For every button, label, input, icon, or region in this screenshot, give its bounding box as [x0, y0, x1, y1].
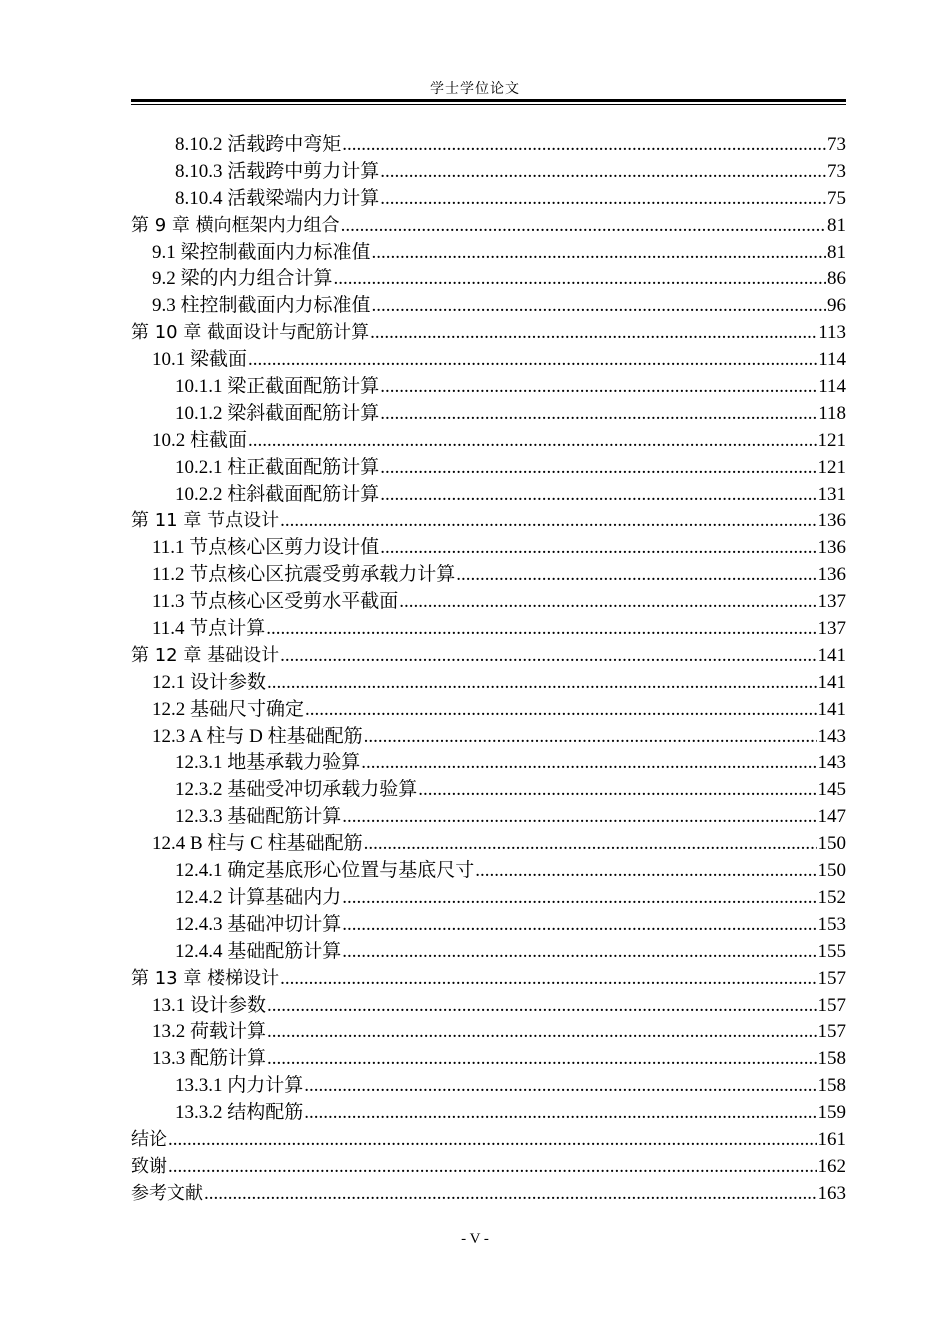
- toc-dot-leader: [342, 804, 816, 831]
- toc-section-entry[interactable]: [131, 562, 846, 589]
- toc-dot-leader: [380, 482, 816, 509]
- toc-chapter-entry[interactable]: [131, 966, 846, 993]
- toc-page-number: 147: [817, 806, 846, 828]
- toc-section-entry[interactable]: [131, 912, 846, 939]
- toc-page-number: 114: [818, 376, 846, 398]
- toc-dot-leader: [380, 159, 826, 186]
- toc-section-entry[interactable]: [131, 777, 846, 804]
- toc-page-number: 131: [817, 483, 846, 505]
- toc-entry-label: 10.2.1 柱正截面配筋计算: [175, 456, 380, 478]
- toc-page-number: 158: [817, 1048, 846, 1070]
- toc-chapter-entry[interactable]: [131, 1127, 846, 1154]
- toc-entry-label: 第 9 章 横向框架内力组合: [131, 214, 340, 236]
- toc-entry-label: 第 12 章 基础设计: [131, 644, 280, 666]
- toc-page-number: 162: [817, 1155, 846, 1177]
- toc-section-entry[interactable]: [131, 240, 846, 267]
- toc-page-number: 81: [827, 241, 846, 263]
- toc-dot-leader: [341, 213, 826, 240]
- toc-dot-leader: [266, 616, 816, 643]
- toc-page-number: 121: [817, 456, 846, 478]
- toc-entry-label: 12.4 B 柱与 C 柱基础配筋: [152, 833, 363, 855]
- toc-entry-label: 8.10.3 活载跨中剪力计算: [175, 160, 380, 182]
- toc-entry-label: 12.4.3 基础冲切计算: [175, 913, 342, 935]
- toc-entry-label: 13.3.2 结构配筋: [175, 1102, 304, 1124]
- toc-section-entry[interactable]: [131, 858, 846, 885]
- toc-page-number: 136: [817, 537, 846, 559]
- toc-page-number: 73: [827, 134, 846, 155]
- toc-entry-label: 12.3.1 地基承载力验算: [175, 752, 361, 774]
- toc-page-number: 73: [827, 160, 846, 182]
- toc-chapter-entry[interactable]: [131, 1154, 846, 1181]
- toc-chapter-entry[interactable]: [131, 508, 846, 535]
- toc-entry-label: 致谢: [131, 1155, 167, 1177]
- toc-dot-leader: [280, 643, 816, 670]
- toc-page-number: 150: [817, 860, 846, 882]
- toc-chapter-entry[interactable]: [131, 643, 846, 670]
- toc-section-entry[interactable]: [131, 1073, 846, 1100]
- toc-section-entry[interactable]: [131, 266, 846, 293]
- toc-section-entry[interactable]: [131, 482, 846, 509]
- toc-dot-leader: [334, 266, 826, 293]
- toc-dot-leader: [380, 186, 826, 213]
- toc-dot-leader: [248, 347, 817, 374]
- toc-entry-label: 11.1 节点核心区剪力设计值: [152, 537, 380, 559]
- toc-page-number: 141: [817, 671, 846, 693]
- toc-dot-leader: [248, 428, 816, 455]
- toc-page-number: 157: [817, 967, 846, 989]
- toc-chapter-entry[interactable]: [131, 320, 846, 347]
- table-of-contents: [131, 132, 846, 1208]
- toc-section-entry[interactable]: [131, 293, 846, 320]
- toc-entry-label: 11.4 节点计算: [152, 618, 266, 640]
- toc-entry-label: 8.10.2 活载跨中弯矩: [175, 134, 342, 155]
- toc-dot-leader: [361, 750, 816, 777]
- toc-section-entry[interactable]: [131, 1019, 846, 1046]
- toc-page-number: 136: [817, 510, 846, 532]
- toc-entry-label: 12.3.2 基础受冲切承载力验算: [175, 779, 418, 801]
- toc-page-number: 157: [817, 1021, 846, 1043]
- toc-entry-label: 10.1.1 梁正截面配筋计算: [175, 376, 380, 398]
- toc-entry-label: 结论: [131, 1128, 167, 1150]
- toc-page-number: 86: [827, 268, 846, 290]
- toc-section-entry[interactable]: [131, 455, 846, 482]
- toc-page-number: 161: [817, 1128, 846, 1150]
- toc-dot-leader: [305, 697, 816, 724]
- toc-entry-label: 9.3 柱控制截面内力标准值: [152, 295, 371, 317]
- toc-entry-label: 第 10 章 截面设计与配筋计算: [131, 322, 370, 344]
- toc-section-entry[interactable]: [131, 670, 846, 697]
- toc-entry-label: 10.2 柱截面: [152, 429, 248, 451]
- toc-entry-label: 12.4.1 确定基底形心位置与基底尺寸: [175, 860, 475, 882]
- toc-page-number: 143: [817, 752, 846, 774]
- toc-section-entry[interactable]: [131, 885, 846, 912]
- toc-dot-leader: [342, 939, 816, 966]
- toc-dot-leader: [380, 535, 816, 562]
- toc-section-entry[interactable]: [131, 428, 846, 455]
- toc-page-number: 81: [827, 214, 846, 236]
- toc-entry-label: 10.1.2 梁斜截面配筋计算: [175, 402, 380, 424]
- toc-dot-leader: [370, 320, 817, 347]
- toc-page-number: 96: [827, 295, 846, 317]
- header-rule-thin: [131, 104, 846, 105]
- toc-page-number: 141: [817, 698, 846, 720]
- toc-entry-label: 11.3 节点核心区受剪水平截面: [152, 591, 399, 613]
- toc-section-entry[interactable]: [131, 616, 846, 643]
- toc-page-number: 163: [817, 1182, 846, 1204]
- toc-section-entry[interactable]: [131, 697, 846, 724]
- toc-entry-label: 13.2 荷载计算: [152, 1021, 267, 1043]
- toc-entry-label: 9.2 梁的内力组合计算: [152, 268, 333, 290]
- toc-dot-leader: [342, 912, 816, 939]
- page-number: - V -: [461, 1231, 489, 1247]
- toc-entry-label: 参考文献: [131, 1182, 203, 1204]
- toc-entry-label: 第 11 章 节点设计: [131, 510, 280, 532]
- toc-page-number: 136: [817, 564, 846, 586]
- toc-entry-label: 第 13 章 楼梯设计: [131, 967, 280, 989]
- toc-entry-label: 12.3.3 基础配筋计算: [175, 806, 342, 828]
- toc-section-entry[interactable]: [131, 993, 846, 1020]
- toc-entry-label: 12.2 基础尺寸确定: [152, 698, 305, 720]
- toc-dot-leader: [456, 562, 816, 589]
- toc-page-number: 75: [827, 187, 846, 209]
- toc-chapter-entry[interactable]: [131, 213, 846, 240]
- toc-page-number: 113: [818, 322, 846, 344]
- toc-section-entry[interactable]: [131, 347, 846, 374]
- toc-dot-leader: [364, 831, 817, 858]
- toc-entry-label: 12.3 A 柱与 D 柱基础配筋: [152, 725, 363, 747]
- toc-dot-leader: [168, 1127, 817, 1154]
- toc-page-number: 157: [817, 994, 846, 1016]
- toc-entry-label: 10.2.2 柱斜截面配筋计算: [175, 483, 380, 505]
- toc-page-number: 158: [817, 1075, 846, 1097]
- toc-dot-leader: [280, 966, 816, 993]
- toc-entry-label: 13.3 配筋计算: [152, 1048, 267, 1070]
- toc-page-number: 137: [817, 591, 846, 613]
- toc-entry-label: 13.1 设计参数: [152, 994, 267, 1016]
- toc-dot-leader: [342, 885, 816, 912]
- toc-page-number: 152: [817, 886, 846, 908]
- toc-dot-leader: [475, 858, 816, 885]
- toc-section-entry[interactable]: [131, 1100, 846, 1127]
- toc-chapter-entry[interactable]: [131, 1181, 846, 1208]
- toc-page-number: 141: [817, 644, 846, 666]
- toc-entry-label: 12.1 设计参数: [152, 671, 267, 693]
- toc-section-entry[interactable]: [131, 939, 846, 966]
- toc-dot-leader: [267, 670, 816, 697]
- header-rule-thick: [131, 99, 846, 102]
- toc-dot-leader: [342, 132, 826, 159]
- toc-section-entry[interactable]: [131, 132, 846, 159]
- toc-section-entry[interactable]: [131, 159, 846, 186]
- toc-dot-leader: [267, 1046, 816, 1073]
- toc-page-number: 153: [817, 913, 846, 935]
- toc-entry-label: 13.3.1 内力计算: [175, 1075, 304, 1097]
- toc-entry-label: 9.1 梁控制截面内力标准值: [152, 241, 371, 263]
- toc-section-entry[interactable]: [131, 401, 846, 428]
- toc-dot-leader: [267, 993, 816, 1020]
- toc-section-entry[interactable]: [131, 750, 846, 777]
- running-header: 学士学位论文: [430, 82, 520, 97]
- toc-dot-leader: [267, 1019, 816, 1046]
- toc-dot-leader: [372, 293, 826, 320]
- toc-dot-leader: [168, 1154, 817, 1181]
- toc-page-number: 150: [817, 833, 846, 855]
- toc-dot-leader: [364, 724, 817, 751]
- toc-page-number: 155: [817, 940, 846, 962]
- toc-dot-leader: [380, 455, 816, 482]
- toc-section-entry[interactable]: [131, 831, 846, 858]
- toc-entry-label: 10.1 梁截面: [152, 349, 248, 371]
- toc-page-number: 137: [817, 618, 846, 640]
- toc-dot-leader: [204, 1181, 817, 1208]
- toc-section-entry[interactable]: [131, 374, 846, 401]
- toc-section-entry[interactable]: [131, 535, 846, 562]
- toc-entry-label: 8.10.4 活载梁端内力计算: [175, 187, 380, 209]
- toc-entry-label: 12.4.4 基础配筋计算: [175, 940, 342, 962]
- toc-section-entry[interactable]: [131, 804, 846, 831]
- toc-dot-leader: [380, 374, 817, 401]
- toc-entry-label: 12.4.2 计算基础内力: [175, 886, 342, 908]
- toc-section-entry[interactable]: [131, 1046, 846, 1073]
- toc-entry-label: 11.2 节点核心区抗震受剪承载力计算: [152, 564, 456, 586]
- toc-page-number: 143: [817, 725, 846, 747]
- toc-dot-leader: [304, 1073, 816, 1100]
- toc-dot-leader: [399, 589, 816, 616]
- toc-page-number: 159: [817, 1102, 846, 1124]
- toc-page-number: 114: [818, 349, 846, 371]
- toc-dot-leader: [380, 401, 817, 428]
- toc-section-entry[interactable]: [131, 186, 846, 213]
- toc-page-number: 121: [817, 429, 846, 451]
- toc-dot-leader: [304, 1100, 816, 1127]
- toc-dot-leader: [372, 240, 826, 267]
- toc-page-number: 145: [817, 779, 846, 801]
- toc-dot-leader: [418, 777, 816, 804]
- toc-section-entry[interactable]: [131, 724, 846, 751]
- toc-dot-leader: [280, 508, 816, 535]
- toc-page-number: 118: [818, 402, 846, 424]
- toc-section-entry[interactable]: [131, 589, 846, 616]
